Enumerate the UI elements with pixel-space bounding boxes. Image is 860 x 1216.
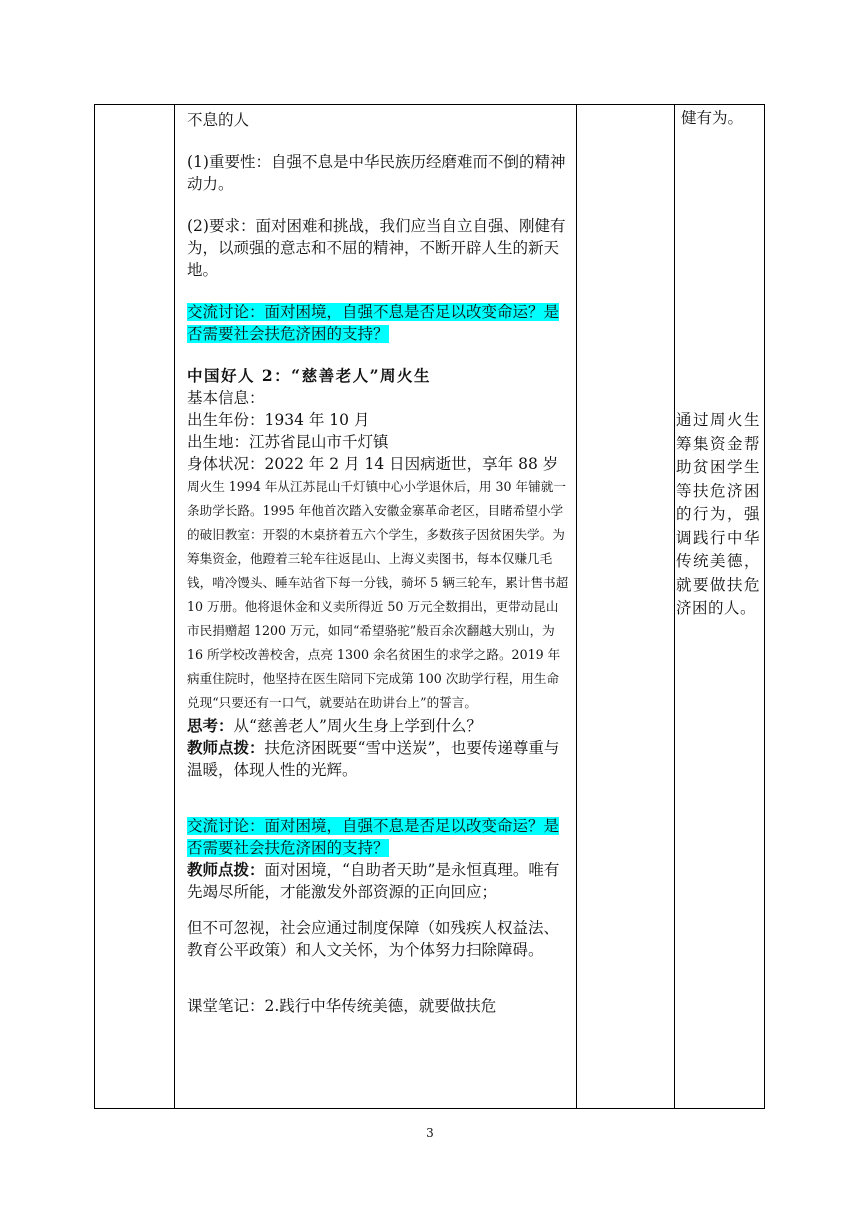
table-cell-col3: [577, 105, 675, 1109]
good-person-title: 中国好人 2：“慈善老人”周火生: [187, 366, 432, 385]
importance-paragraph: (1)重要性：自强不息是中华民族历经磨难而不倒的精神动力。: [187, 153, 566, 193]
think-text: 从“慈善老人”周火生身上学到什么？: [233, 717, 482, 735]
basic-info-label: 基本信息：: [187, 389, 265, 407]
table-cell-main: [175, 105, 577, 1109]
tip-text-2: 面对困境，“自助者天助”是永恒真理。唯有先竭尽所能，才能激发外部资源的正向回应；: [187, 861, 560, 901]
discussion-highlight-2: 交流讨论：面对困境，自强不息是否足以改变命运？是否需要社会扶危济困的支持？: [187, 817, 560, 857]
birth-place: 出生地：江苏省昆山市千灯镇: [187, 433, 389, 451]
lesson-table: [94, 104, 765, 1109]
tip-label: 教师点拨：: [187, 738, 265, 757]
discussion-prompt: [187, 301, 570, 345]
teacher-tip-2: [187, 859, 570, 903]
social-paragraph: 但不可忽视，社会应通过制度保障（如残疾人权益法、教育公平政策）和人文关怀，为个体努力扫除障碍。: [187, 919, 560, 959]
page-number: 3: [426, 1126, 434, 1140]
discussion-prompt-2: [187, 815, 570, 859]
think-label: 思考：: [187, 716, 234, 735]
design-intent-text: 通过周火生筹集资金帮助贫困学生等扶危济困的行为，强调践行中华传统美德，就要做扶危济困的人。: [676, 411, 760, 617]
birth-year: 出生年份：1934 年 10 月: [187, 411, 370, 429]
design-intent-top: 健有为。: [681, 109, 744, 127]
discussion-highlight: 交流讨论：面对困境，自强不息是否足以改变命运？是否需要社会扶危济困的支持？: [187, 303, 560, 343]
think-question: [187, 715, 570, 737]
class-notes: 课堂笔记：2.践行中华传统美德，就要做扶危: [187, 997, 497, 1015]
text-paragraph: 不息的人: [187, 111, 250, 129]
story-paragraph: 周火生 1994 年从江苏昆山千灯镇中心小学退休后，用 30 年铺就一条助学长路。1995 年他首次踏入安徽金寨革命老区，目睹希望小学的破旧教室：开裂的木桌挤着五六个学生，多数孩子因贫困失学。为筹集资金，他蹬着三轮车往返昆山、上海义卖图书，每本仅赚几毛钱，啃冷馒头、睡车站省下每一分钱，骑坏 5 辆三轮车，累计售书超 10 万册。他将退休金和义卖所得近 50 万元全数捐出，更带动昆山市民捐赠超 1200 万元，如同“希望骆驼”般百余次翻越大别山，为 16 所学校改善校舍，点亮 1300 余名贫困生的求学之路。2019 年病重住院时，他坚持在医生陪同下完成第 100 次助学行程，用生命兑现“只要还有一口气，就要站在助讲台上”的誓言。: [187, 479, 569, 710]
teacher-tip-1: [187, 737, 570, 781]
table-cell-col1: [95, 105, 175, 1109]
tip-text: 扶危济困既要“雪中送炭”，也要传递尊重与温暖，体现人性的光辉。: [187, 739, 560, 779]
requirement-paragraph: (2)要求：面对困难和挑战，我们应当自立自强、刚健有为，以顽强的意志和不屈的精神，不断开辟人生的新天地。: [187, 217, 566, 279]
tip-label-2: 教师点拨：: [187, 860, 265, 879]
health-status: 身体状况：2022 年 2 月 14 日因病逝世，享年 88 岁: [187, 455, 559, 473]
